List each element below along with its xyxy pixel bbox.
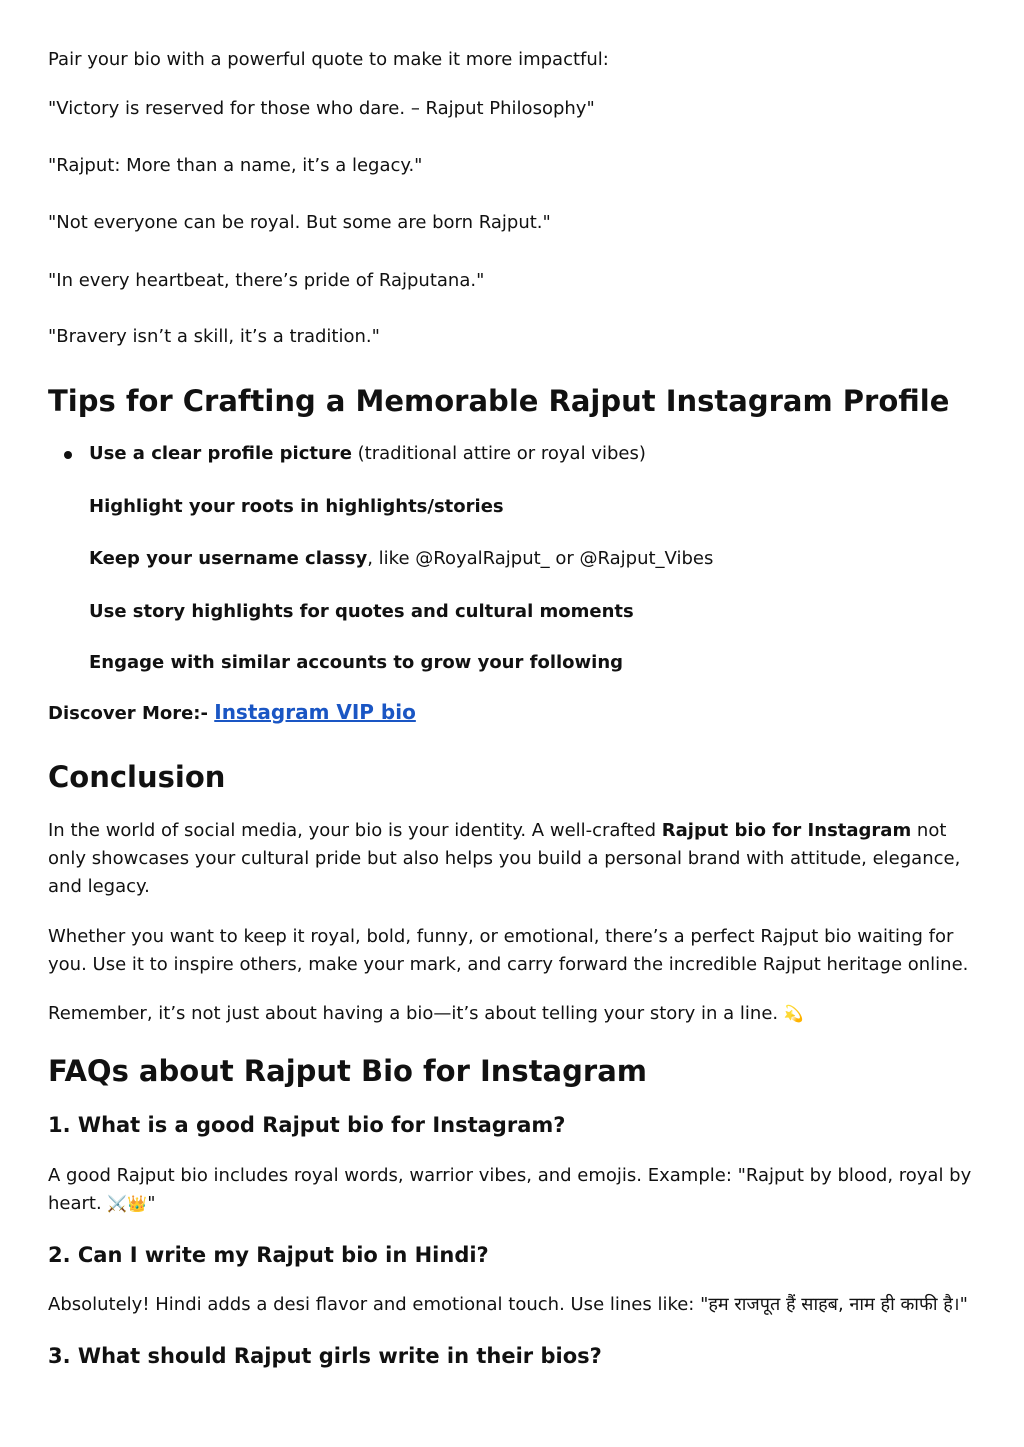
tip-bold: Engage with similar accounts to grow your following [89,652,624,673]
faq-answer [48,1162,978,1218]
tip-item [89,649,623,677]
list-bullet [64,451,72,459]
quote-item: "In every heartbeat, there’s pride of Rajputana." [48,270,485,291]
tip-item [89,440,646,468]
tip-bold: Use story highlights for quotes and cultural moments [89,601,634,622]
conclusion-paragraph [48,1000,804,1028]
tip-rest: , like @RoyalRajput_ or @Rajput_Vibes [367,548,714,569]
faq-answer-text: " [147,1193,156,1214]
faqs-heading: FAQs about Rajput Bio for Instagram [48,1054,647,1088]
quote-item: "Rajput: More than a name, it’s a legacy." [48,155,423,176]
quotes-intro: Pair your bio with a powerful quote to make it more impactful: [48,49,609,70]
faq-question: 2. Can I write my Rajput bio in Hindi? [48,1243,489,1267]
tip-item [89,493,504,521]
tip-item [89,598,634,626]
faq-question: 3. What should Rajput girls write in their bios? [48,1344,602,1368]
conclusion-text: Remember, it’s not just about having a bio—it’s about telling your story in a line. [48,1003,779,1024]
tip-bold: Highlight your roots in highlights/stories [89,496,504,517]
quote-item: "Not everyone can be royal. But some are born Rajput." [48,212,551,233]
faq-answer: Absolutely! Hindi adds a desi flavor and emotional touch. Use lines like: "हम राजपूत हैं साहब, नाम ही काफी है।" [48,1294,968,1315]
discover-more [48,698,416,728]
faq-answer-text: A good Rajput bio includes royal words, warrior vibes, and emojis. Example: "Rajput by blood, royal by heart. [48,1165,972,1214]
conclusion-paragraph: Whether you want to keep it royal, bold, funny, or emotional, there’s a perfect Rajput bio waiting for you. Use it to inspire others, make your mark, and carry forward the incredible Rajput heritage online. [48,926,969,975]
quote-item: "Bravery isn’t a skill, it’s a tradition." [48,326,380,347]
conclusion-text: not only showcases your cultural pride but also helps you build a personal brand with attitude, elegance, and legacy. [48,820,961,897]
conclusion-paragraph [48,817,978,901]
conclusion-text: In the world of social media, your bio is your identity. A well-crafted [48,820,662,841]
dizzy-star-icon: 💫 [783,1004,804,1023]
conclusion-heading: Conclusion [48,760,226,794]
swords-crown-icon: ⚔️👑 [107,1194,148,1213]
discover-label: Discover More:- [48,703,215,724]
faq-question: 1. What is a good Rajput bio for Instagram? [48,1113,566,1137]
tips-heading: Tips for Crafting a Memorable Rajput Instagram Profile [48,384,950,418]
conclusion-bold: Rajput bio for Instagram [661,820,912,841]
tip-bold: Keep your username classy [89,548,368,569]
quote-item: "Victory is reserved for those who dare. – Rajput Philosophy" [48,98,595,119]
tip-rest: (traditional attire or royal vibes) [351,443,646,464]
tip-item [89,545,713,573]
tip-bold: Use a clear profile picture [89,443,352,464]
instagram-vip-bio-link[interactable]: Instagram VIP bio [214,700,416,724]
